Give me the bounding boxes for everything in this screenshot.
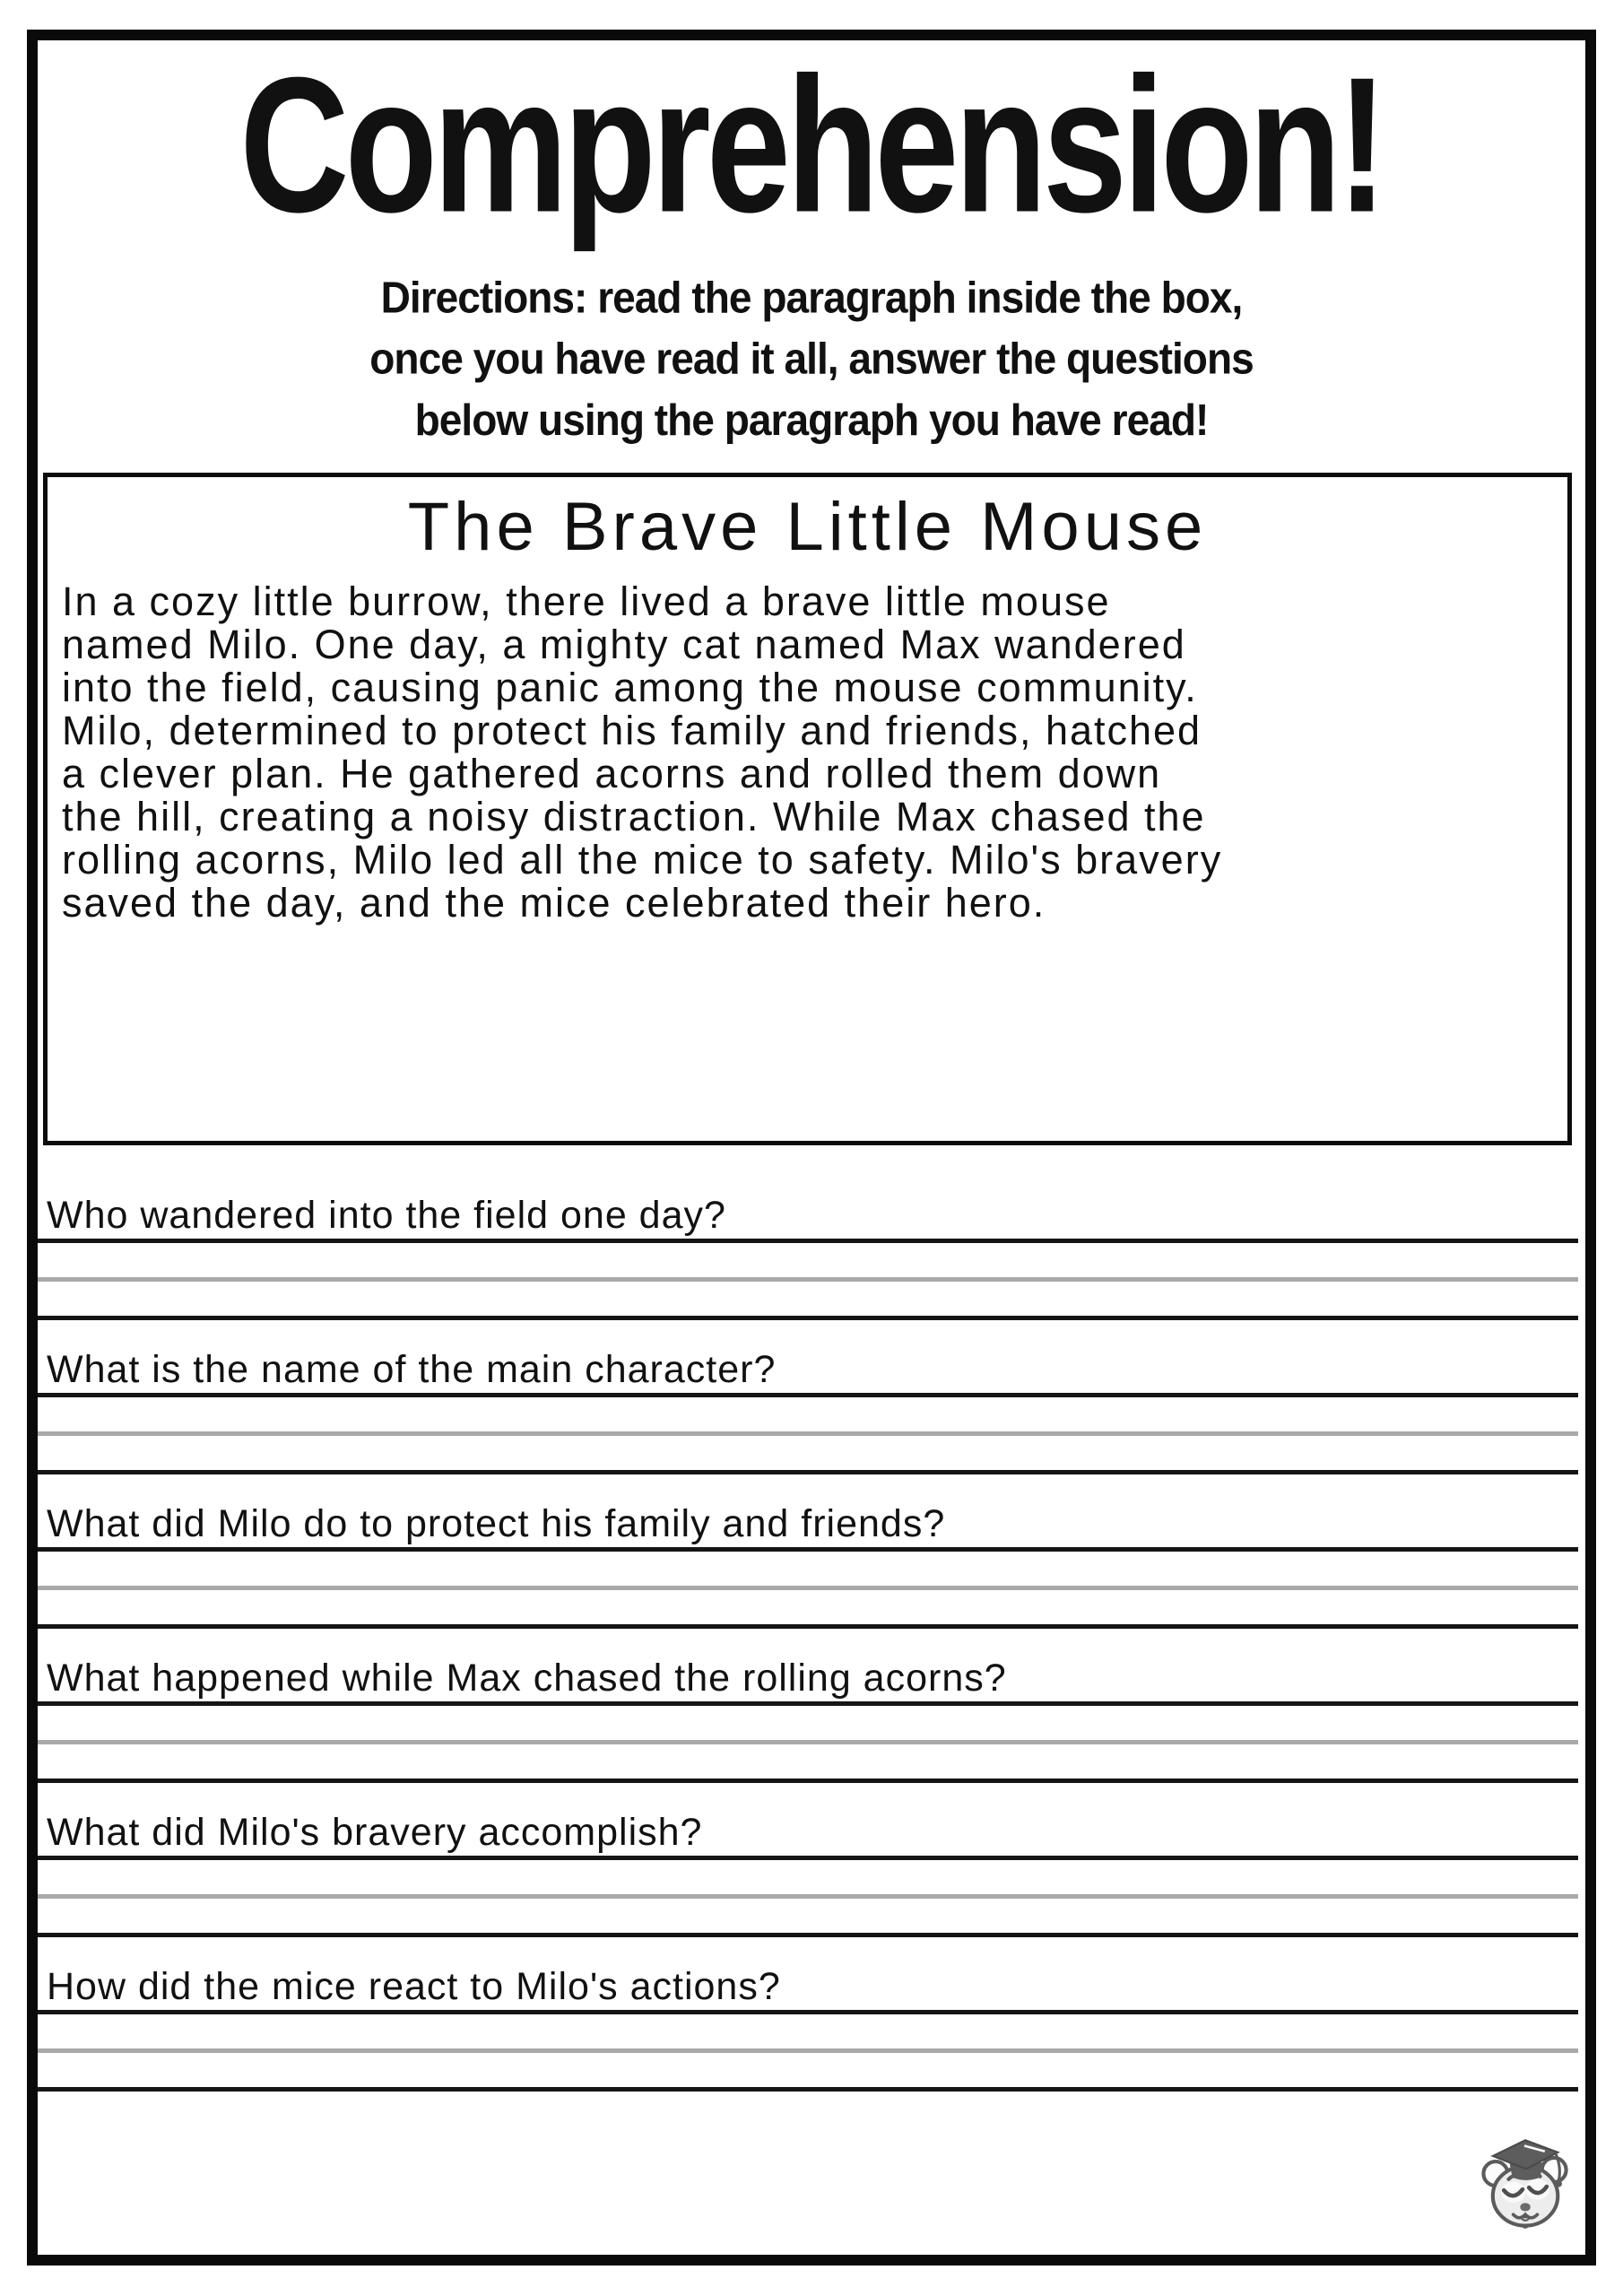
answer-line[interactable] xyxy=(38,1899,1578,1937)
answer-line[interactable] xyxy=(38,1282,1578,1320)
passage-title: The Brave Little Mouse xyxy=(407,489,1208,565)
question-text-line xyxy=(38,1657,1578,1706)
directions xyxy=(53,266,1569,450)
answer-line[interactable] xyxy=(38,2014,1578,2053)
answer-line[interactable] xyxy=(38,1397,1578,1436)
bear-chin xyxy=(1523,2226,1528,2228)
question-label: What is the name of the main character? xyxy=(47,1348,777,1391)
passage-line xyxy=(62,839,1553,882)
answer-line[interactable] xyxy=(38,1744,1578,1783)
passage-line-text: named Milo. One day, a mighty cat named Max wandered xyxy=(62,622,1186,667)
passage-body xyxy=(48,580,1567,925)
question-label: Who wandered into the field one day? xyxy=(47,1194,726,1237)
answer-line[interactable] xyxy=(38,1243,1578,1282)
question-block xyxy=(38,1502,1578,1629)
answer-line[interactable] xyxy=(38,1552,1578,1590)
directions-line: Directions: read the paragraph inside the box, xyxy=(380,272,1243,322)
passage-line xyxy=(62,580,1553,623)
question-text-line xyxy=(38,1811,1578,1860)
passage-box xyxy=(43,473,1572,1145)
question-label: What happened while Max chased the rolling acorns? xyxy=(47,1657,1007,1700)
question-block xyxy=(38,1965,1578,2092)
question-label: What did Milo's bravery accomplish? xyxy=(47,1811,703,1854)
passage-line xyxy=(62,882,1553,925)
page-title: Comprehension! xyxy=(239,38,1384,253)
passage-line-text: In a cozy little burrow, there lived a brave little mouse xyxy=(62,578,1111,624)
graduate-bear-logo xyxy=(1478,2133,1571,2237)
question-text-line xyxy=(38,1348,1578,1397)
question-text-line xyxy=(38,1502,1578,1552)
passage-line xyxy=(62,796,1553,839)
question-label: What did Milo do to protect his family and friends? xyxy=(47,1502,946,1545)
directions-line: once you have read it all, answer the questions xyxy=(369,333,1254,384)
passage-line-text: into the field, causing panic among the mouse community. xyxy=(62,665,1198,710)
question-block xyxy=(38,1811,1578,1937)
questions-section xyxy=(38,1194,1578,2127)
passage-line-text: Milo, determined to protect his family and friends, hatched xyxy=(62,708,1202,753)
question-block xyxy=(38,1348,1578,1474)
cap-tassel-end xyxy=(1556,2180,1562,2187)
bear-tongue xyxy=(1521,2217,1530,2221)
answer-line[interactable] xyxy=(38,1590,1578,1629)
passage-line-text: a clever plan. He gathered acorns and rolled them down xyxy=(62,751,1162,796)
question-block xyxy=(38,1194,1578,1320)
graduate-bear-icon xyxy=(1478,2133,1571,2237)
passage-line xyxy=(62,623,1553,666)
passage-line-text: saved the day, and the mice celebrated their hero. xyxy=(62,880,1046,926)
question-text-line xyxy=(38,1194,1578,1243)
passage-line-text: the hill, creating a noisy distraction. While Max chased the xyxy=(62,794,1206,839)
question-text-line xyxy=(38,1965,1578,2014)
question-label: How did the mice react to Milo's actions? xyxy=(47,1965,781,2008)
passage-line xyxy=(62,666,1553,709)
bear-nose xyxy=(1520,2203,1530,2211)
answer-line[interactable] xyxy=(38,2053,1578,2092)
directions-line: below using the paragraph you have read! xyxy=(414,394,1209,445)
answer-line[interactable] xyxy=(38,1436,1578,1474)
passage-line xyxy=(62,752,1553,796)
passage-line xyxy=(62,709,1553,752)
question-block xyxy=(38,1657,1578,1783)
worksheet-page xyxy=(27,30,1596,2266)
answer-line[interactable] xyxy=(38,1860,1578,1899)
answer-line[interactable] xyxy=(38,1706,1578,1744)
passage-line-text: rolling acorns, Milo led all the mice to safety. Milo's bravery xyxy=(62,837,1223,883)
